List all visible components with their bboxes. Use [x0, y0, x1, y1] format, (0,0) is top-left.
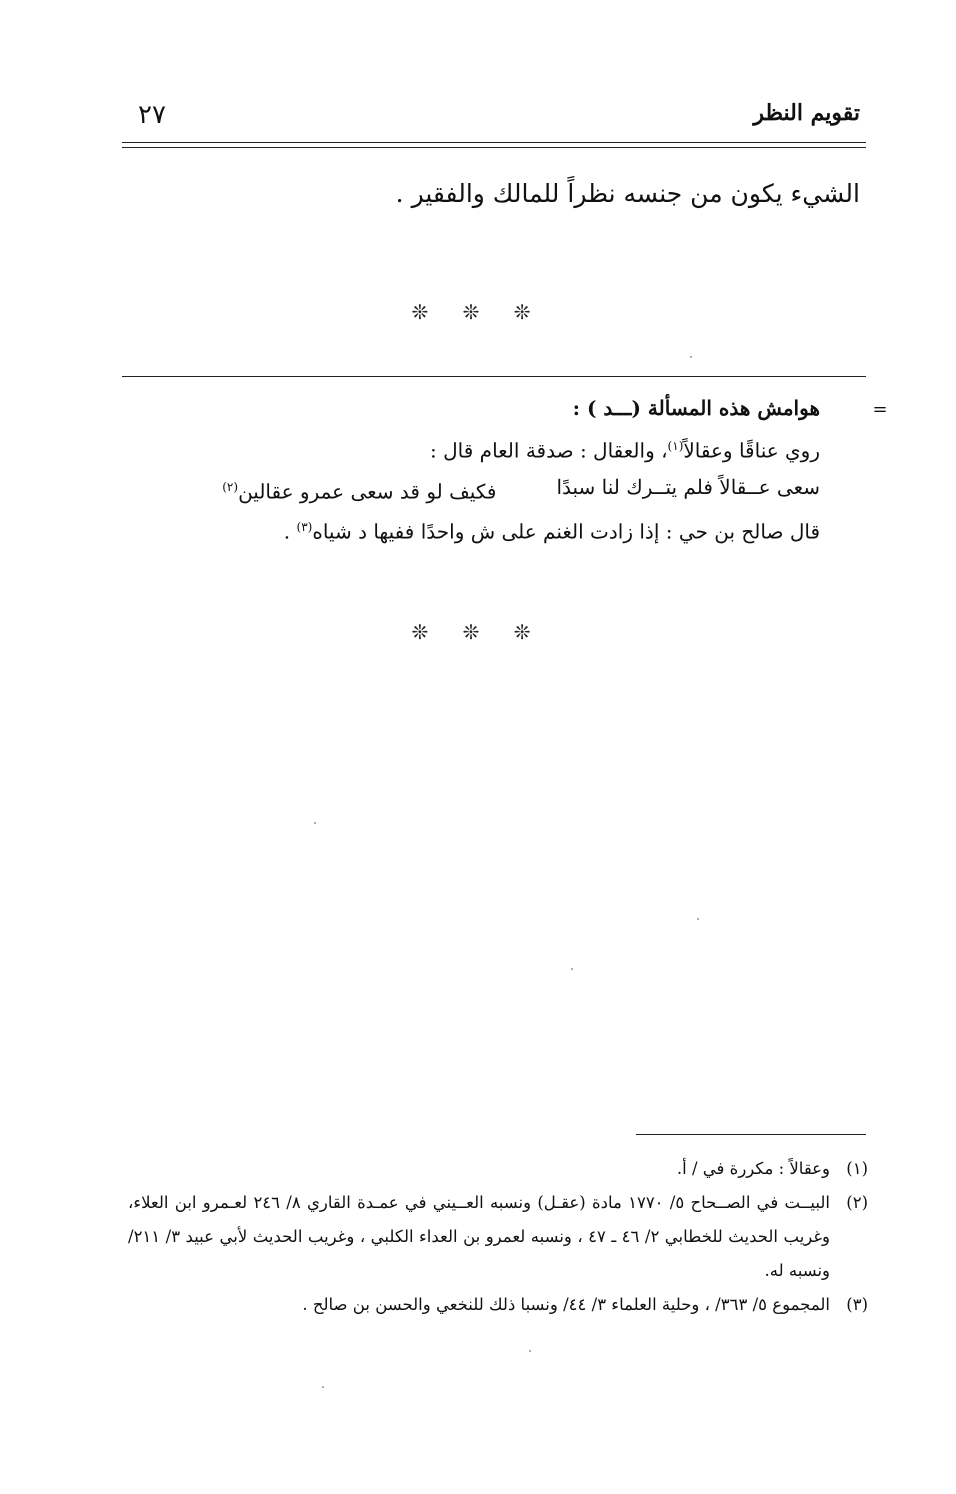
- footnote-ref-3: (٣): [296, 520, 313, 535]
- running-title: تقويم النظر: [753, 100, 860, 126]
- footnote-number: (١): [846, 1159, 868, 1178]
- notes-divider-rule: [122, 376, 866, 377]
- scan-speck: [529, 1350, 531, 1352]
- notes-line-1: [116, 428, 820, 469]
- scan-speck: [697, 918, 699, 920]
- scan-speck: [690, 356, 692, 358]
- scan-speck: [322, 1386, 324, 1388]
- verse-second-hemistich-wrap: [222, 469, 496, 510]
- header-rule: [122, 142, 866, 143]
- footnote-text: البيــت في الصــحاح ٥/ ١٧٧٠ مادة (عقـل) ونسبه العــيني في عمـدة القاري ٨/ ٢٤٦ لعـمرو ابن العلاء، وغريب الحديث للخطابي ٢/ ٤٦ ـ ٤٧ ، ونسبه لعمرو بن العداء الكلبي ، وغريب الحديث لأبي عبيد ٣/ ٢١١/ ونسبه له.: [128, 1193, 830, 1280]
- poetry-verse: [116, 469, 820, 510]
- notes-line-1-text: روي عناقًا وعقالاً: [683, 438, 820, 463]
- footnote-ref-2: (٢): [222, 479, 239, 494]
- notes-line-1-rest: ، والعقال : صدقة العام قال :: [430, 438, 668, 463]
- section-separator-2: ❊ ❊ ❊: [411, 620, 545, 644]
- page-number: ٢٧: [138, 100, 166, 130]
- body-paragraph: الشيء يكون من جنسه نظراً للمالك والفقير .: [395, 179, 860, 208]
- footnote-1: [128, 1152, 868, 1186]
- verse-second-hemistich: فكيف لو قد سعى عمرو عقالين: [238, 479, 497, 504]
- notes-line-3-end: .: [283, 519, 297, 544]
- section-separator: ❊ ❊ ❊: [411, 300, 545, 324]
- notes-heading-row: [116, 390, 888, 428]
- notes-line-3-text: قال صالح بن حي : إذا زادت الغنم على ش واحدًا ففيها د شياه: [312, 519, 820, 544]
- continuation-mark: =: [872, 399, 888, 420]
- footnote-ref-1: (١): [667, 439, 684, 453]
- verse-first-hemistich: سعى عــقالاً فلم يتــرك لنا سبدًا: [556, 474, 820, 499]
- scan-speck: [571, 968, 573, 970]
- scan-speck: [314, 822, 316, 824]
- footnote-number: (٢): [846, 1193, 868, 1212]
- footnote-3: [128, 1288, 868, 1322]
- footnote-text: المجموع ٥/ ٣٦٣/ ، وحلية العلماء ٣/ ٤٤/ ونسبا ذلك للنخعي والحسن بن صالح .: [302, 1295, 830, 1314]
- notes-heading: هوامش هذه المسألة (ـــد ) :: [572, 396, 820, 420]
- footnote-text: وعقالاً : مكررة في / أ.: [676, 1159, 830, 1178]
- footnote-2: [128, 1186, 868, 1288]
- footnotes: [128, 1152, 868, 1322]
- header-rule-secondary: [122, 147, 866, 148]
- footnote-rule: [636, 1134, 866, 1135]
- notes-line-3: [116, 509, 820, 550]
- footnote-number: (٣): [846, 1295, 868, 1314]
- margin-notes: [116, 390, 888, 550]
